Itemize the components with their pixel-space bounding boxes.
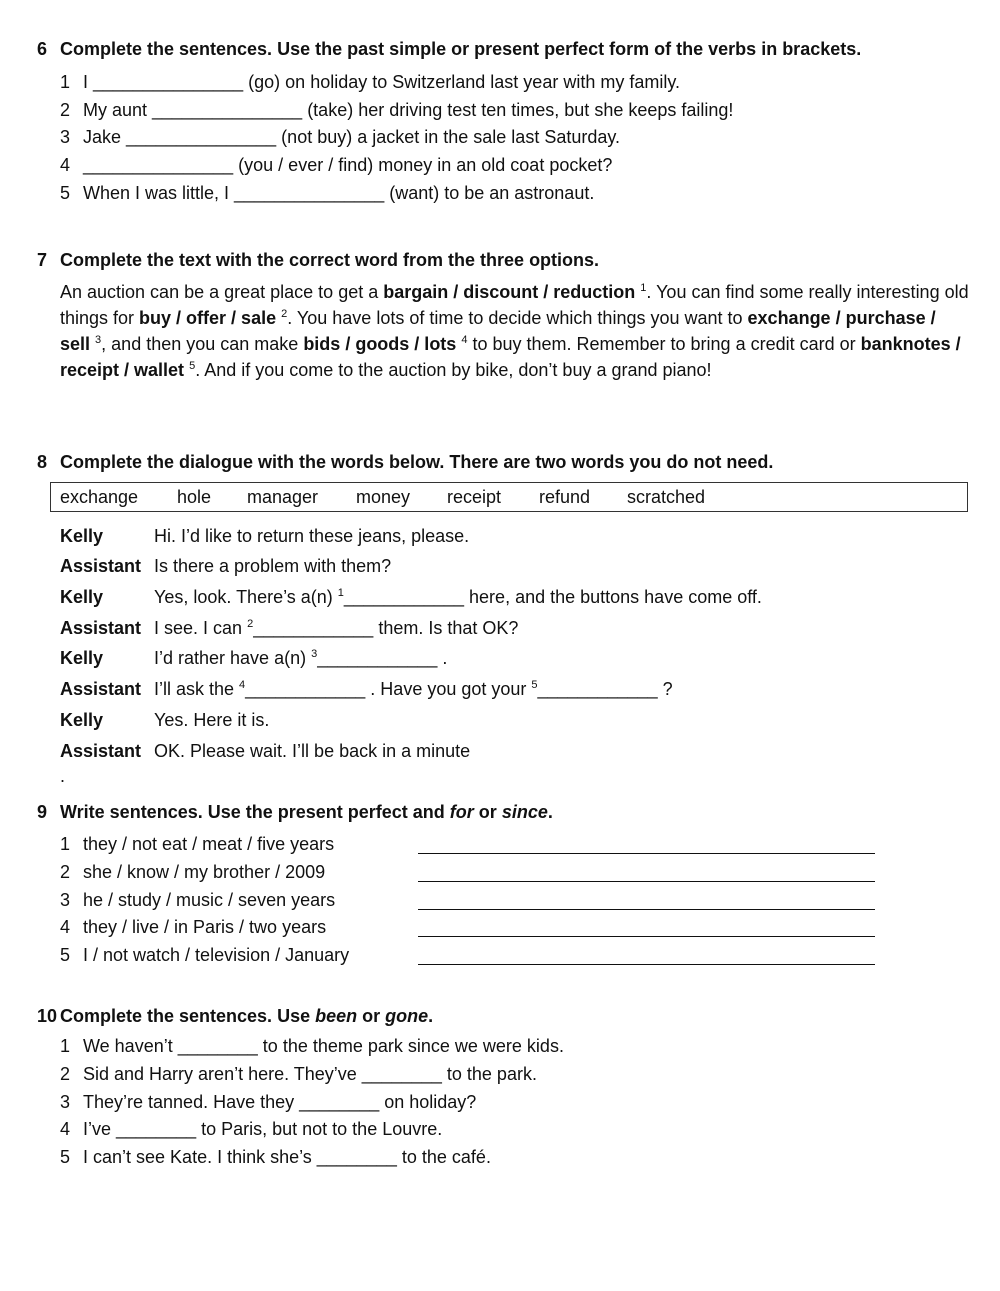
exercise-title: Write sentences. Use the present perfect and [60, 802, 450, 822]
title-or: or [473, 802, 502, 822]
line-text: Yes. Here it is. [154, 710, 270, 730]
gap-number: 3 [311, 648, 318, 660]
item-number: 3 [60, 890, 71, 910]
line-text: Yes, look. There’s a(n) [154, 587, 338, 607]
title-end: . [547, 802, 553, 822]
speaker: Kelly [60, 648, 104, 668]
option-set-2: buy / offer / sale [139, 308, 277, 328]
line-text: ____________ . [317, 648, 448, 668]
item-number: 3 [60, 1092, 71, 1112]
dialogue-line [60, 677, 673, 701]
item-number: 2 [60, 1064, 71, 1084]
item-number: 1 [60, 834, 71, 854]
line-text: ____________ here, and the buttons have come off. [343, 587, 762, 607]
line-text: ____________ them. Is that OK? [253, 618, 519, 638]
dialogue-line [60, 585, 762, 609]
item-number: 5 [60, 183, 71, 203]
gap-number: 3 [95, 334, 102, 346]
list-item [60, 832, 334, 856]
item-prompt: he / study / music / seven years [83, 890, 336, 910]
line-text: ____________ . Have you got your [245, 679, 532, 699]
item-text: _______________ (you / ever / find) money in an old coat pocket? [83, 155, 613, 175]
word: hole [177, 487, 212, 507]
line-text: Is there a problem with them? [154, 556, 392, 576]
gap-number: 2 [247, 618, 254, 630]
text: to buy them. Remember to bring a credit card or [467, 334, 861, 354]
line-text: OK. Please wait. I’ll be back in a minute [154, 741, 471, 761]
word: scratched [627, 487, 706, 507]
item-number: 1 [60, 1036, 71, 1056]
line-text: ____________ ? [537, 679, 673, 699]
item-number: 1 [60, 72, 71, 92]
list-item [60, 915, 326, 939]
answer-line[interactable] [418, 919, 875, 937]
speaker: Assistant [60, 741, 142, 761]
answer-line[interactable] [418, 864, 875, 882]
gap-number: 2 [281, 308, 288, 320]
text: . And if you come to the auction by bike, don’t buy a grand piano! [195, 360, 712, 380]
item-text: I _______________ (go) on holiday to Switzerland last year with my family. [83, 72, 680, 92]
gap-number: 4 [461, 334, 468, 346]
title-end: . [428, 1006, 434, 1026]
item-text: Jake _______________ (not buy) a jacket in the sale last Saturday. [83, 127, 621, 147]
word: refund [539, 487, 591, 507]
gap-number: 4 [239, 679, 246, 691]
list-item [60, 1117, 442, 1141]
answer-line[interactable] [418, 892, 875, 910]
option-set-3: exchange / purchase / sell [60, 308, 936, 354]
item-number: 4 [60, 917, 71, 937]
line-text: Hi. I’d like to return these jeans, please. [154, 526, 470, 546]
exercise-title: Complete the dialogue with the words below. There are two words you do not need. [60, 452, 774, 472]
item-number: 5 [60, 1147, 71, 1167]
list-item [60, 888, 335, 912]
item-text: They’re tanned. Have they ________ on holiday? [83, 1092, 477, 1112]
exercise-9-heading [37, 802, 553, 823]
exercise-7-heading [37, 250, 599, 271]
item-number: 4 [60, 155, 71, 175]
title-been: been [315, 1006, 358, 1026]
exercise-number: 7 [37, 250, 48, 270]
speaker: Assistant [60, 679, 142, 699]
dialogue-line [60, 616, 518, 640]
dialogue-line [60, 646, 447, 670]
text: An auction can be a great place to get a [60, 282, 384, 302]
speaker: Assistant [60, 556, 142, 576]
list-item [60, 98, 733, 122]
item-prompt: she / know / my brother / 2009 [83, 862, 326, 882]
answer-line[interactable] [418, 947, 875, 965]
text: , and then you can make [101, 334, 304, 354]
item-number: 4 [60, 1119, 71, 1139]
item-prompt: I / not watch / television / January [83, 945, 350, 965]
word: manager [247, 487, 319, 507]
item-prompt: they / not eat / meat / five years [83, 834, 335, 854]
item-number: 3 [60, 127, 71, 147]
exercise-number: 9 [37, 802, 48, 822]
item-text: My aunt _______________ (take) her driving test ten times, but she keeps failing! [83, 100, 734, 120]
speaker: Kelly [60, 526, 104, 546]
gap-number: 5 [531, 679, 538, 691]
item-text: When I was little, I _______________ (want) to be an astronaut. [83, 183, 595, 203]
exercise-10-heading [37, 1006, 433, 1027]
exercise-title: Complete the sentences. Use [60, 1006, 316, 1026]
exercise-number: 10 [37, 1006, 58, 1026]
line-text: I’ll ask the [154, 679, 240, 699]
list-item [60, 70, 680, 94]
option-set-1: bargain / discount / reduction [383, 282, 636, 302]
word-box [50, 482, 968, 512]
exercise-number: 8 [37, 452, 48, 472]
exercise-title: Complete the text with the correct word from the three options. [60, 250, 600, 270]
exercise-6-heading [37, 39, 861, 60]
exercise-8-heading [37, 452, 773, 473]
title-for: for [449, 802, 474, 822]
title-gone: gone [385, 1006, 429, 1026]
text: . You can find some really interesting old things for [60, 282, 969, 328]
dialogue-line [60, 554, 391, 578]
item-prompt: they / live / in Paris / two years [83, 917, 327, 937]
speaker: Kelly [60, 710, 104, 730]
item-text: I can’t see Kate. I think she’s ________ to the café. [83, 1147, 491, 1167]
answer-line[interactable] [418, 836, 875, 854]
item-text: Sid and Harry aren’t here. They’ve ________ to the park. [83, 1064, 537, 1084]
dialogue-line [60, 708, 269, 732]
list-item [60, 1062, 537, 1086]
gap-number: 1 [337, 587, 344, 599]
list-item [60, 1034, 564, 1058]
line-text: I see. I can [154, 618, 248, 638]
exercise-number: 6 [37, 39, 48, 59]
word: money [356, 487, 411, 507]
item-text: I’ve ________ to Paris, but not to the Louvre. [83, 1119, 443, 1139]
exercise-title: Complete the sentences. Use the past simple or present perfect form of the verbs in brackets. [60, 39, 862, 59]
line-text: I’d rather have a(n) [154, 648, 312, 668]
list-item [60, 153, 612, 177]
item-text: We haven’t ________ to the theme park since we were kids. [83, 1036, 564, 1056]
gap-number: 5 [189, 360, 196, 372]
option-set-5: banknotes / receipt / wallet [60, 334, 961, 380]
list-item [60, 860, 325, 884]
item-number: 2 [60, 862, 71, 882]
dialogue-line [60, 524, 469, 548]
word: receipt [447, 487, 502, 507]
dialogue-line [60, 739, 470, 763]
stray-dot: . [60, 766, 66, 786]
list-item [60, 125, 620, 149]
list-item [60, 1090, 476, 1114]
list-item [60, 943, 349, 967]
text: . You have lots of time to decide which things you want to [287, 308, 748, 328]
list-item [60, 181, 594, 205]
title-or: or [357, 1006, 386, 1026]
word: exchange [60, 487, 139, 507]
option-set-4: bids / goods / lots [303, 334, 457, 354]
list-item [60, 1145, 491, 1169]
title-since: since [501, 802, 548, 822]
item-number: 5 [60, 945, 71, 965]
item-number: 2 [60, 100, 71, 120]
speaker: Assistant [60, 618, 142, 638]
gap-number: 1 [640, 282, 647, 294]
speaker: Kelly [60, 587, 104, 607]
auction-text [60, 279, 970, 383]
